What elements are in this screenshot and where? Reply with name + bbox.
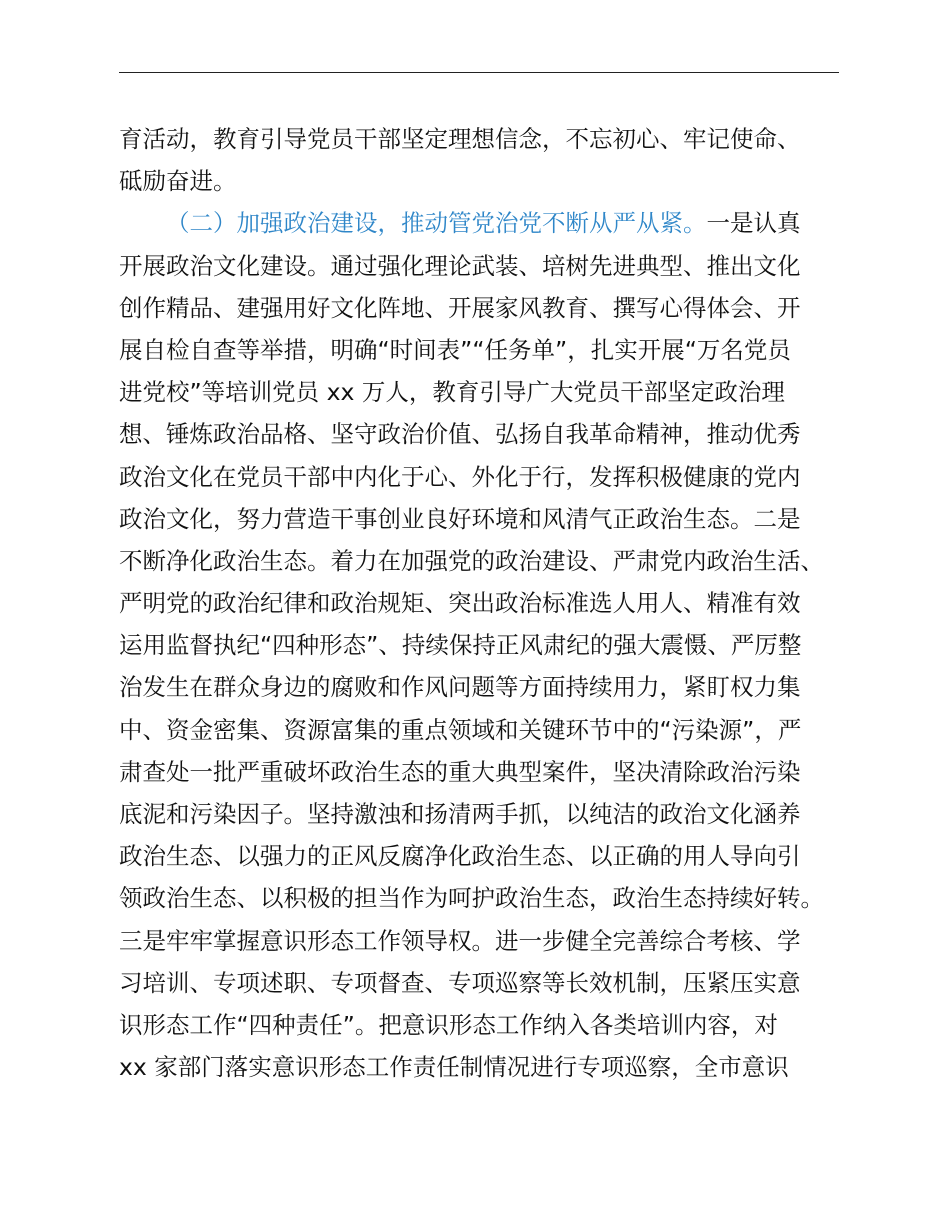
text-line: 三是牢牢掌握意识形态工作领导权。进一步健全完善综合考核、学 — [119, 926, 801, 955]
text-line: 创作精品、建强用好文化阵地、开展家风教育、撰写心得体会、开 — [119, 293, 801, 322]
text-line: 政治生态、以强力的正风反腐净化政治生态、以正确的用人导向引 — [119, 842, 801, 871]
text-line: 运用监督执纪“四种形态”、持续保持正风肃纪的强大震慑、严厉整 — [119, 631, 802, 660]
text-line: xx 家部门落实意识形态工作责任制情况进行专项巡察，全市意识 — [119, 1053, 789, 1082]
text-line: 进党校”等培训党员 xx 万人，教育引导广大党员干部坚定政治理 — [119, 378, 785, 407]
text-line: 领政治生态、以积极的担当作为呵护政治生态，政治生态持续好转。 — [119, 884, 824, 913]
text-line: 肃查处一批严重破坏政治生态的重大典型案件，坚决清除政治污染 — [119, 757, 801, 786]
section-heading: （二）加强政治建设，推动管党治党不断从严从紧。 — [166, 209, 707, 238]
text-line: 治发生在群众身边的腐败和作风问题等方面持续用力，紧盯权力集 — [119, 673, 801, 702]
text-line: 政治文化在党员干部中内化于心、外化于行，发挥积极健康的党内 — [119, 462, 801, 491]
text-line: 严明党的政治纪律和政治规矩、突出政治标准选人用人、精准有效 — [119, 589, 801, 618]
text-line: 底泥和污染因子。坚持激浊和扬清两手抓，以纯洁的政治文化涵养 — [119, 800, 801, 828]
text-line: 识形态工作“四种责任”。把意识形态工作纳入各类培训内容，对 — [119, 1010, 778, 1039]
text-line: 开展政治文化建设。通过强化理论武装、培树先进典型、推出文化 — [119, 251, 801, 280]
text-line: 想、锤炼政治品格、坚守政治价值、弘扬自我革命精神，推动优秀 — [119, 420, 801, 449]
text-line: 政治文化，努力营造干事创业良好环境和风清气正政治生态。二是 — [119, 504, 801, 533]
text-line: 砥励奋进。 — [119, 167, 237, 196]
section-heading-line — [119, 202, 844, 244]
text-line: 中、资金密集、资源富集的重点领域和关键环节中的“污染源”，严 — [119, 715, 802, 744]
header-rule — [119, 72, 839, 73]
text-line: 展自检自查等举措，明确“时间表”“任务单”，扎实开展“万名党员 — [119, 335, 791, 364]
text-line: 育活动，教育引导党员干部坚定理想信念，不忘初心、牢记使命、 — [119, 125, 801, 153]
document-body — [119, 118, 844, 1088]
text-line: 习培训、专项述职、专项督查、专项巡察等长效机制，压紧压实意 — [119, 968, 801, 997]
text-line: 不断净化政治生态。着力在加强党的政治建设、严肃党内政治生活、 — [119, 546, 824, 575]
text-line-continuation: 一是认真 — [706, 209, 801, 238]
